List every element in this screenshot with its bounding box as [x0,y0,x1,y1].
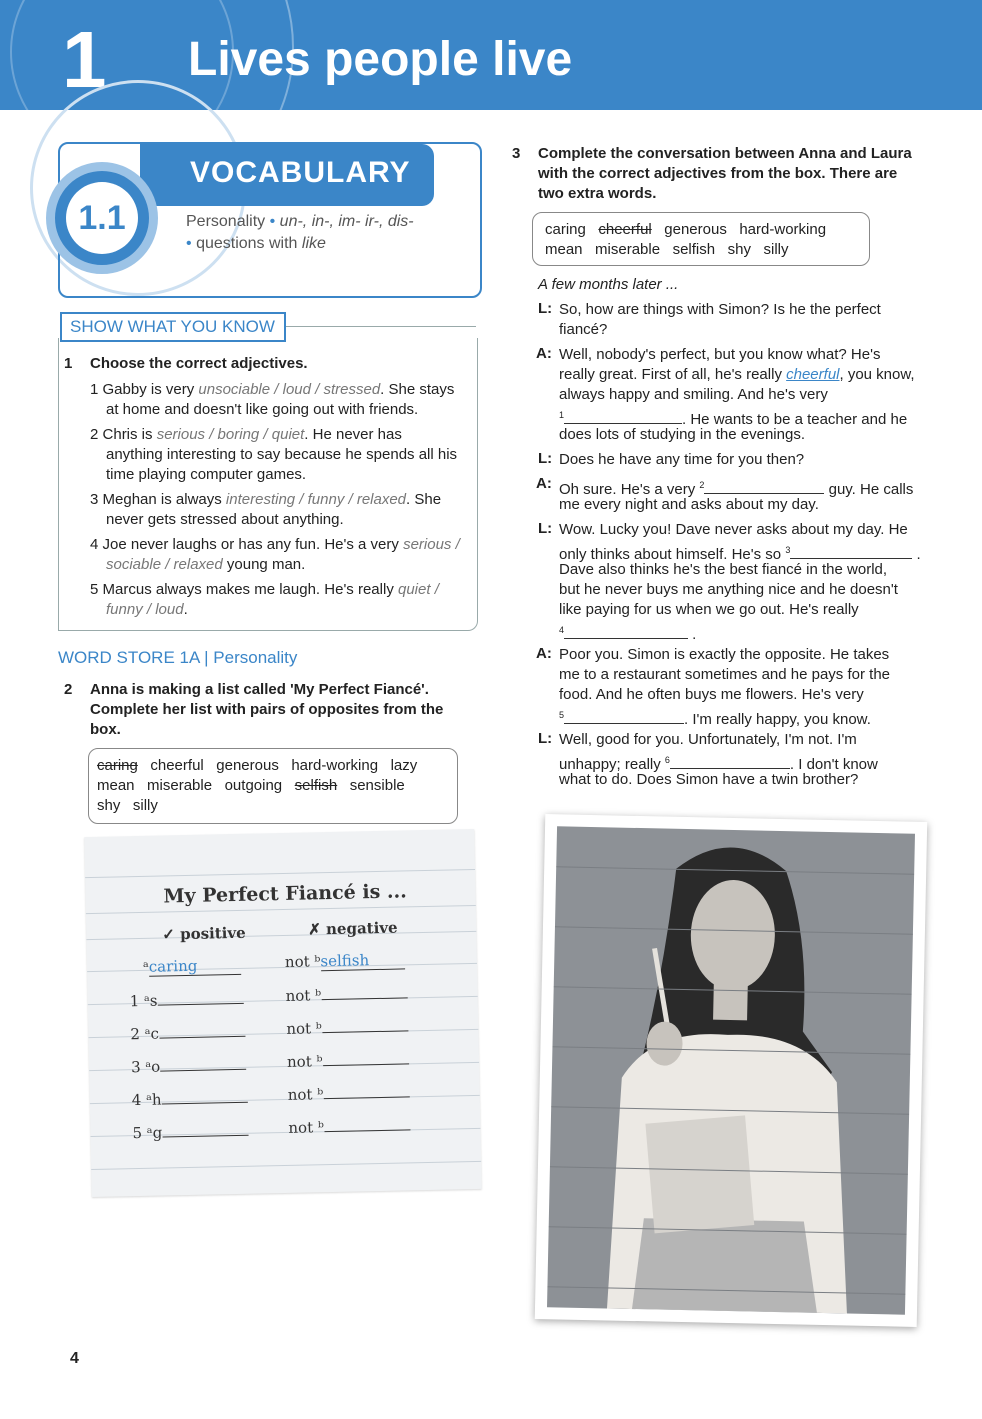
speaker-l: L: [538,300,553,317]
line: what to do. Does Simon have a twin brother? [559,771,859,788]
line: always happy and smiling. And he's very [559,386,828,403]
topic-prefixes: un-, in-, im- ir-, dis- [279,213,414,230]
line: fiancé? [559,321,608,338]
exercise-3-line: two extra words. [538,185,657,202]
woman-photo [535,814,927,1327]
topic-questions: questions with [196,235,298,252]
line: Well, good for you. Unfortunately, I'm not. I'm [559,731,857,748]
line: does lots of studying in the evenings. [559,426,805,443]
line: me every night and asks about my day. [559,496,819,513]
exercise-1-item-cont: anything interesting to say because he spends all his [106,446,458,463]
page-number: 4 [70,1350,79,1367]
list-row-negative: not ᵇ [288,1116,410,1137]
exercise-2-line: Anna is making a list called 'My Perfect Fiancé'. [90,681,429,698]
line: really great. First of all, he's really cheerful, you know, [559,366,915,383]
speaker-a: A: [536,345,552,362]
negative-header: ✗ negative [308,918,398,939]
section-title: VOCABULARY [190,156,411,189]
lesson-topics: Personality • un-, in-, im- ir-, dis- • questions with like [186,213,414,252]
list-row: 3 ᵃo [131,1056,246,1076]
exercise-1-item: 4 Joe never laughs or has any fun. He's a very serious / [90,536,460,553]
example-row-negative: not ᵇselfish [285,950,405,971]
show-what-you-know-tab: SHOW WHAT YOU KNOW [60,312,286,342]
line: food. And he often buys me flowers. He's very [559,686,864,703]
list-row: 2 ᵃc [130,1023,245,1043]
exercise-1-number: 1 [64,355,73,372]
conversation-intro: A few months later ... [538,276,679,293]
line: unhappy; really $^6$ . I don't know [559,755,878,773]
line: me to a restaurant sometimes and he pays for the [559,666,891,683]
list-row: 5 ᵃg [132,1122,248,1142]
exercise-1-item: 1 Gabby is very unsociable / loud / stressed. She stays [90,381,455,398]
word-store-title: WORD STORE 1A | Personality [58,648,298,667]
speaker-l: L: [538,450,553,467]
exercise-1-item: 3 Meghan is always interesting / funny / relaxed. She [90,491,442,508]
line: Dave also thinks he's the best fiancé in the world, [559,561,888,578]
exercise-2-line: Complete her list with pairs of opposites from the [90,701,444,718]
line: So, how are things with Simon? Is he the perfect [559,301,881,318]
line: like paying for us when we go out. He's really [559,601,859,618]
line: Wow. Lucky you! Dave never asks about my day. He [559,521,908,538]
notebook-title: My Perfect Fiancé is ... [163,880,407,908]
line: $^4$ . [559,625,697,643]
exercise-1-item-cont: time playing computer games. [106,466,307,483]
exercise-3-line: Complete the conversation between Anna and Laura [538,145,912,162]
exercise-1-item-cont: sociable / relaxed young man. [106,556,306,573]
exercise-2-line: box. [90,721,121,738]
example-row: ᵃcaring [143,956,241,977]
photo-image [547,826,915,1314]
notebook-list [84,829,481,1197]
topic-like: like [301,235,326,252]
word-box-3: caring cheerful generous hard-working mean miserable selfish shy silly [532,212,870,266]
list-row-negative: not ᵇ [285,984,407,1005]
line: but he never buys me anything nice and he doesn't [559,581,898,598]
line: only thinks about himself. He's so $^3$ . [559,545,921,563]
line: $^1$ . He wants to be a teacher and he [559,410,908,428]
divider [286,326,476,327]
line: Does he have any time for you then? [559,451,805,468]
line: $^5$ . I'm really happy, you know. [559,710,871,728]
list-row: 4 ᵃh [132,1089,248,1109]
positive-header: ✓ positive [162,923,246,944]
exercise-3-number: 3 [512,145,521,162]
unit-number: 1 [62,15,107,104]
list-row-negative: not ᵇ [288,1083,410,1104]
woman-illustration [547,826,915,1314]
exercise-1-item-cont: at home and doesn't like going out with friends. [106,401,419,418]
exercise-1-item: 5 Marcus always makes me laugh. He's really quiet / [90,581,439,598]
speaker-l: L: [538,730,553,747]
exercise-2-number: 2 [64,681,73,698]
unit-title: Lives people live [188,33,573,86]
exercise-1-item: 2 Chris is serious / boring / quiet. He never has [90,426,402,443]
list-row: 1 ᵃs [130,990,244,1010]
line: Oh sure. He's a very $^2$ guy. He calls [559,480,914,498]
line: Well, nobody's perfect, but you know what? He's [559,346,881,363]
exercise-1-item-cont: funny / loud. [106,601,188,618]
speaker-a: A: [536,645,552,662]
speaker-a: A: [536,475,552,492]
word-box-2: caring cheerful generous hard-working lazy mean miserable outgoing selfish sensible shy silly [88,748,458,824]
list-row-negative: not ᵇ [286,1017,408,1038]
lesson-number: 1.1 [66,182,138,254]
exercise-1-title: Choose the correct adjectives. [90,355,308,372]
exercise-1-item-cont: never gets stressed about anything. [106,511,344,528]
line: Poor you. Simon is exactly the opposite. He takes [559,646,890,663]
speaker-l: L: [538,520,553,537]
topic-personality: Personality [186,213,266,230]
exercise-3-line: with the correct adjectives from the box. There are [538,165,898,182]
list-row-negative: not ᵇ [287,1050,409,1071]
